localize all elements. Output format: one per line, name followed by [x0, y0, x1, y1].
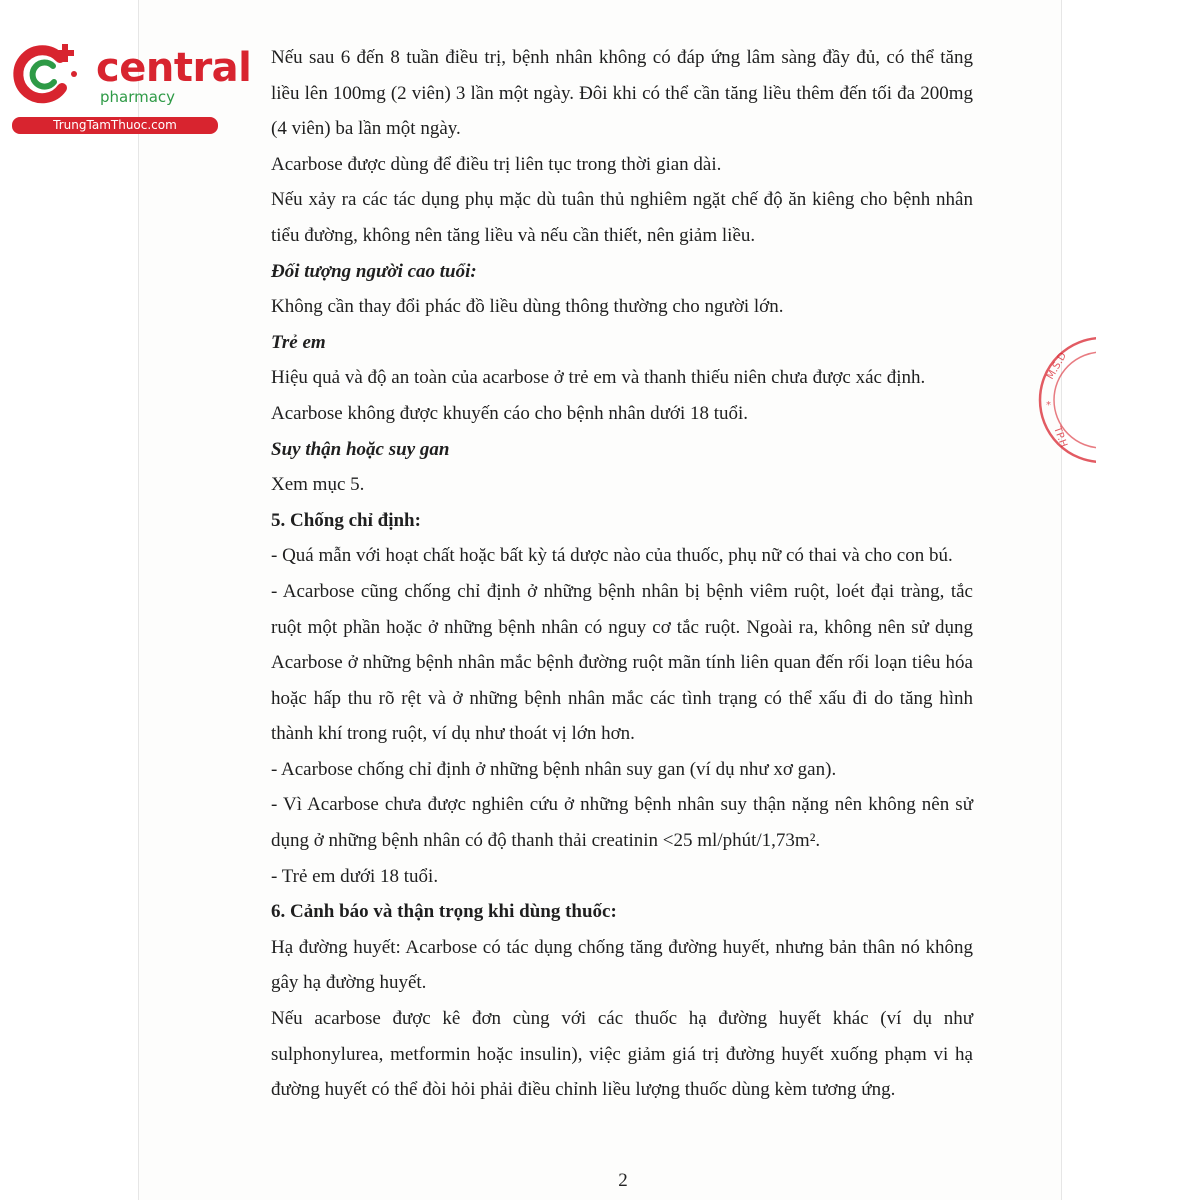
brand-name: central: [96, 45, 252, 91]
contraindication-item: - Vì Acarbose chưa được nghiên cứu ở những bệnh nhân suy thận nặng nên không nên sử dụng ở những bệnh nhân có độ thanh thải creatinin <25 ml/phút/1,73m².: [271, 794, 973, 852]
right-margin: [1062, 0, 1200, 1200]
brand-subtitle: pharmacy: [100, 88, 176, 106]
renal-hepatic-heading: Suy thận hoặc suy gan: [271, 438, 450, 460]
document-body: [271, 40, 973, 1108]
page-number: 2: [618, 1170, 628, 1191]
brand-logo: [10, 38, 252, 138]
paragraph: Nếu sau 6 đến 8 tuần điều trị, bệnh nhân không có đáp ứng lâm sàng đầy đủ, có thể tăng liều lên 100mg (2 viên) 3 lần một ngày. Đôi khi có thể cần tăng liều thêm đến tối đa 200mg (4 viên) ba lần một ngày.: [271, 47, 973, 140]
elderly-heading: Đối tượng người cao tuổi:: [271, 260, 477, 282]
children-heading: Trẻ em: [271, 331, 326, 353]
paragraph: Nếu xảy ra các tác dụng phụ mặc dù tuân thủ nghiêm ngặt chế độ ăn kiêng cho bệnh nhân tiểu đường, không nên tăng liều và nếu cần thiết, nên giảm liều.: [271, 189, 973, 246]
contraindication-item: - Acarbose cũng chống chỉ định ở những bệnh nhân bị bệnh viêm ruột, loét đại tràng, tắc ruột một phần hoặc ở những bệnh nhân có nguy cơ tắc ruột. Ngoài ra, không nên sử dụng Acarbose ở những bệnh nhân mắc bệnh đường ruột mãn tính liên quan đến rối loạn tiêu hóa hoặc hấp thu rõ rệt và ở những bệnh nhân mắc các tình trạng có thể xấu đi do tăng hình thành khí trong ruột, ví dụ như thoát vị lớn hơn.: [271, 580, 973, 745]
paragraph: Hạ đường huyết: Acarbose có tác dụng chống tăng đường huyết, nhưng bản thân nó không gây hạ đường huyết.: [271, 936, 973, 994]
section-6-heading: 6. Cảnh báo và thận trọng khi dùng thuốc:: [271, 901, 617, 923]
paragraph: Acarbose không được khuyến cáo cho bệnh nhân dưới 18 tuổi.: [271, 402, 749, 424]
contraindication-item: - Acarbose chống chỉ định ở những bệnh nhân suy gan (ví dụ như xơ gan).: [271, 758, 837, 780]
section-5-heading: 5. Chống chỉ định:: [271, 509, 421, 531]
plus-cross-c-logo-icon: [10, 38, 82, 110]
paragraph: Không cần thay đổi phác đồ liều dùng thông thường cho người lớn.: [271, 296, 784, 318]
svg-text:M.S.D: M.S.D: [1045, 350, 1070, 382]
paragraph: Nếu acarbose được kê đơn cùng với các thuốc hạ đường huyết khác (ví dụ như sulphonylurea, metformin hoặc insulin), việc giảm giá trị đường huyết xuống phạm vi hạ đường huyết có thể đòi hỏi phải điều chỉnh liều lượng thuốc dùng kèm tương ứng.: [271, 1008, 973, 1101]
svg-text:TP.H: TP.H: [1051, 425, 1069, 450]
svg-text:*: *: [1046, 400, 1051, 411]
contraindication-item: - Quá mẫn với hoạt chất hoặc bất kỳ tá dược nào của thuốc, phụ nữ có thai và cho con bú.: [271, 545, 953, 567]
paragraph: Hiệu quả và độ an toàn của acarbose ở trẻ em và thanh thiếu niên chưa được xác định.: [271, 367, 926, 389]
brand-domain: TrungTamThuoc.com: [12, 117, 218, 134]
red-round-seal-icon: [1036, 330, 1096, 470]
contraindication-item: - Trẻ em dưới 18 tuổi.: [271, 865, 439, 887]
paragraph: Acarbose được dùng để điều trị liên tục trong thời gian dài.: [271, 153, 722, 175]
paragraph: Xem mục 5.: [271, 474, 365, 496]
left-margin: [0, 0, 138, 1200]
